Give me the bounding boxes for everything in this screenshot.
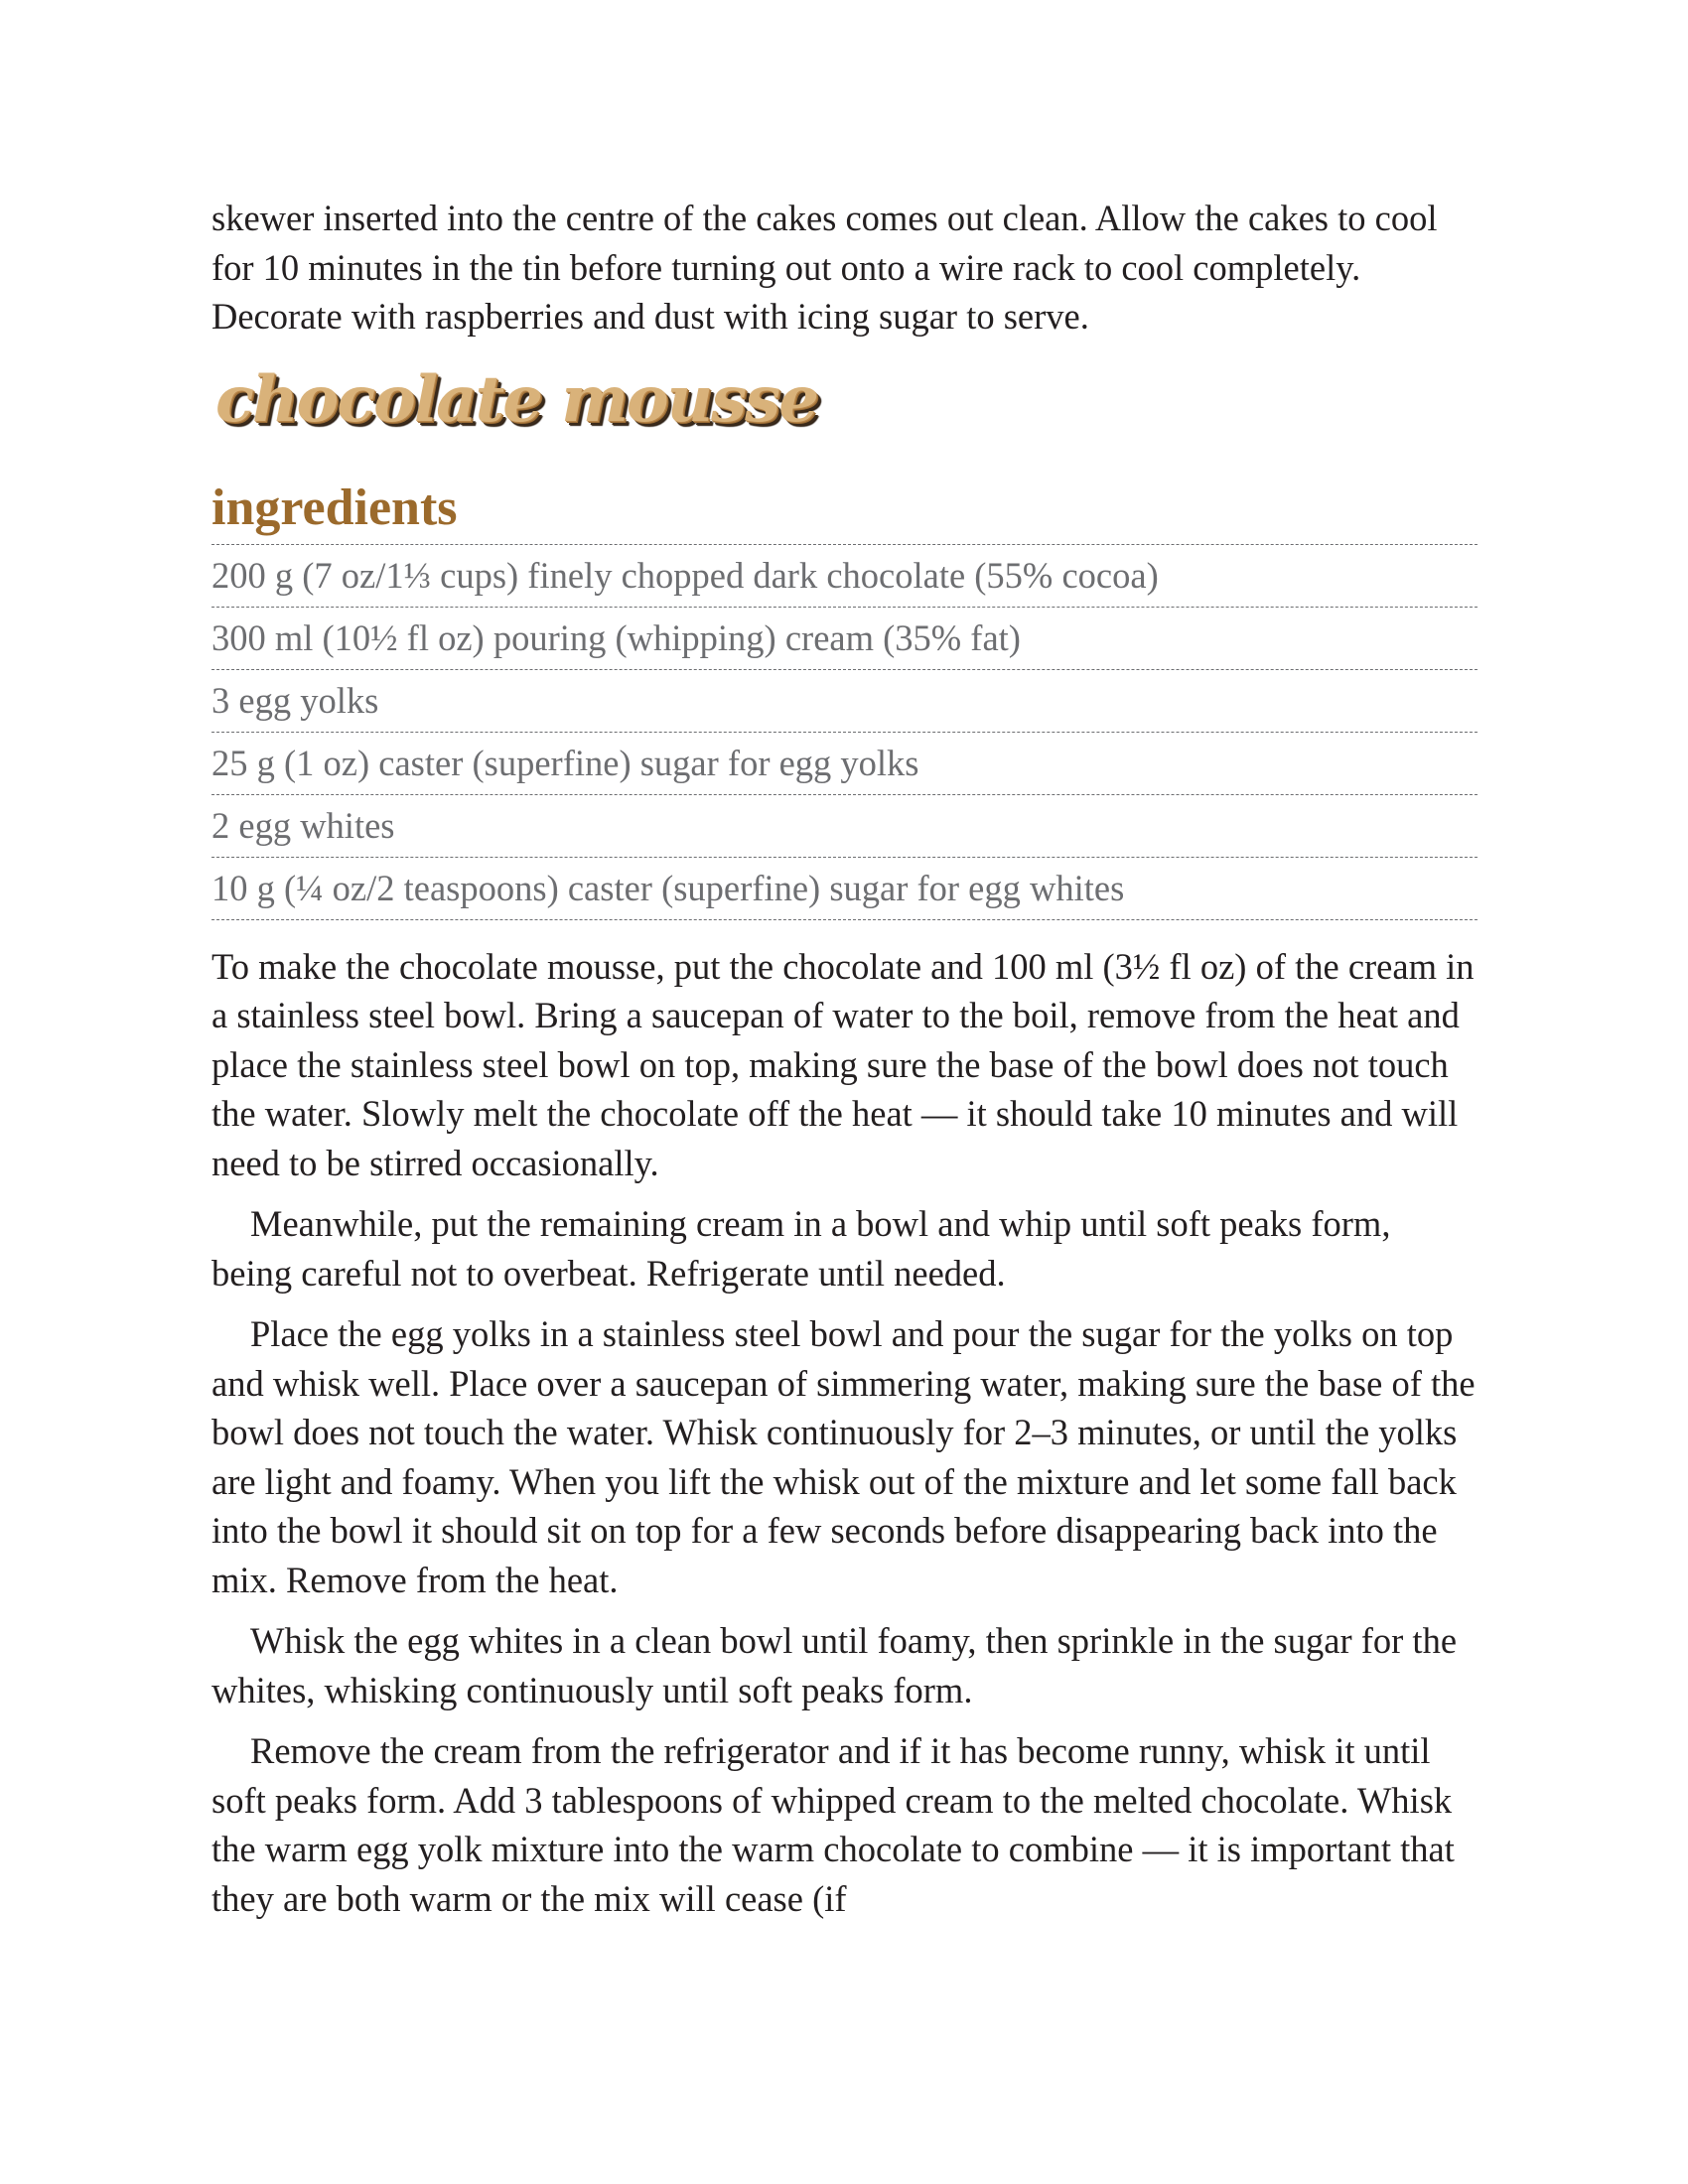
ingredient-item: 200 g (7 oz/1⅓ cups) finely chopped dark chocolate (55% cocoa) xyxy=(211,545,1477,608)
method-paragraph: Meanwhile, put the remaining cream in a bowl and whip until soft peaks form, being careful not to overbeat. Refrigerate until needed. xyxy=(211,1203,1391,1294)
ingredient-item: 10 g (¼ oz/2 teaspoons) caster (superfine) sugar for egg whites xyxy=(211,858,1477,920)
method-section xyxy=(211,942,1477,1924)
ingredients-heading: ingredients xyxy=(211,478,458,536)
intro-paragraph: skewer inserted into the centre of the cakes comes out clean. Allow the cakes to cool for 10 minutes in the tin before turning out onto a wire rack to cool completely. Decorate with raspberries and dust with icing sugar to serve. xyxy=(211,198,1438,337)
method-paragraph: Remove the cream from the refrigerator and if it has become runny, whisk it until soft peaks form. Add 3 tablespoons of whipped cream to the melted chocolate. Whisk the warm egg yolk mixture into the warm chocolate to combine — it is important that they are both warm or the mix will cease (if xyxy=(211,1730,1455,1919)
ingredient-item: 2 egg whites xyxy=(211,795,1477,858)
recipe-title: chocolate mousse xyxy=(215,361,817,437)
method-paragraph: Whisk the egg whites in a clean bowl until foamy, then sprinkle in the sugar for the whites, whisking continuously until soft peaks form. xyxy=(211,1620,1458,1710)
method-paragraph: To make the chocolate mousse, put the chocolate and 100 ml (3½ fl oz) of the cream in a stainless steel bowl. Bring a saucepan of water to the boil, remove from the heat and place the stainless steel bowl on top, making sure the base of the bowl does not touch the water. Slowly melt the chocolate off the heat — it should take 10 minutes and will need to be stirred occasionally. xyxy=(211,945,1475,1183)
ingredient-item: 25 g (1 oz) caster (superfine) sugar for egg yolks xyxy=(211,733,1477,795)
method-paragraph: Place the egg yolks in a stainless steel bowl and pour the sugar for the yolks on top and whisk well. Place over a saucepan of simmering water, making sure the base of the bowl does not touch the water. Whisk continuously for 2–3 minutes, or until the yolks are light and foamy. When you lift the whisk out of the mixture and let some fall back into the bowl it should sit on top for a few seconds before disappearing back into the mix. Remove from the heat. xyxy=(211,1313,1476,1600)
ingredients-list xyxy=(211,544,1477,920)
ingredient-item: 3 egg yolks xyxy=(211,670,1477,733)
recipe-page xyxy=(211,194,1477,1935)
ingredient-item: 300 ml (10½ fl oz) pouring (whipping) cream (35% fat) xyxy=(211,608,1477,670)
